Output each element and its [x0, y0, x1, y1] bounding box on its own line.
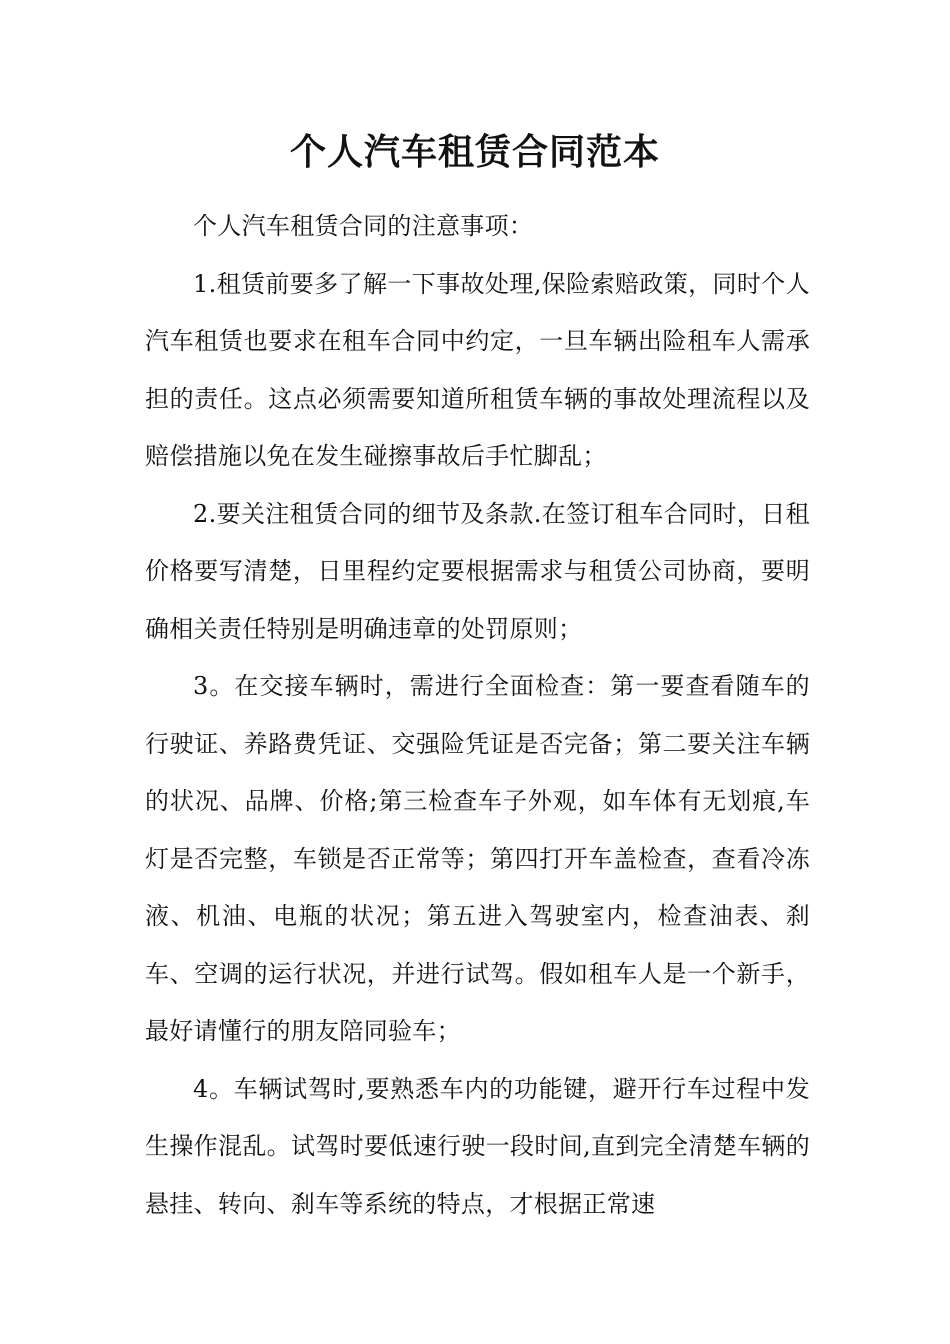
document-body — [145, 198, 810, 1233]
paragraph-intro: 个人汽车租赁合同的注意事项： — [193, 212, 534, 240]
paragraph-item-4: 4。车辆试驾时,要熟悉车内的功能键，避开行车过程中发生操作混乱。试驾时要低速行驶一段时间,直到完全清楚车辆的悬挂、转向、刹车等系统的特点，才根据正常速 — [145, 1074, 810, 1218]
paragraph-item-3: 3。在交接车辆时，需进行全面检查：第一要查看随车的行驶证、养路费凭证、交强险凭证是否完备；第二要关注车辆的状况、品牌、价格;第三检查车子外观，如车体有无划痕,车灯是否完整，车锁是否正常等；第四打开车盖检查，查看冷冻液、机油、电瓶的状况；第五进入驾驶室内，检查油表、刹车、空调的运行状况，并进行试驾。假如租车人是一个新手，最好请懂行的朋友陪同验车； — [145, 672, 810, 1045]
paragraph-item-1: 1.租赁前要多了解一下事故处理,保险索赔政策，同时个人汽车租赁也要求在租车合同中约定，一旦车辆出险租车人需承担的责任。这点必须需要知道所租赁车辆的事故处理流程以及赔偿措施以免在发生碰擦事故后手忙脚乱； — [145, 269, 810, 470]
document-title: 个人汽车租赁合同范本 — [289, 131, 660, 173]
paragraph-item-2: 2.要关注租赁合同的细节及条款.在签订租车合同时，日租价格要写清楚，日里程约定要根据需求与租赁公司协商，要明确相关责任特别是明确违章的处罚原则； — [145, 499, 810, 643]
